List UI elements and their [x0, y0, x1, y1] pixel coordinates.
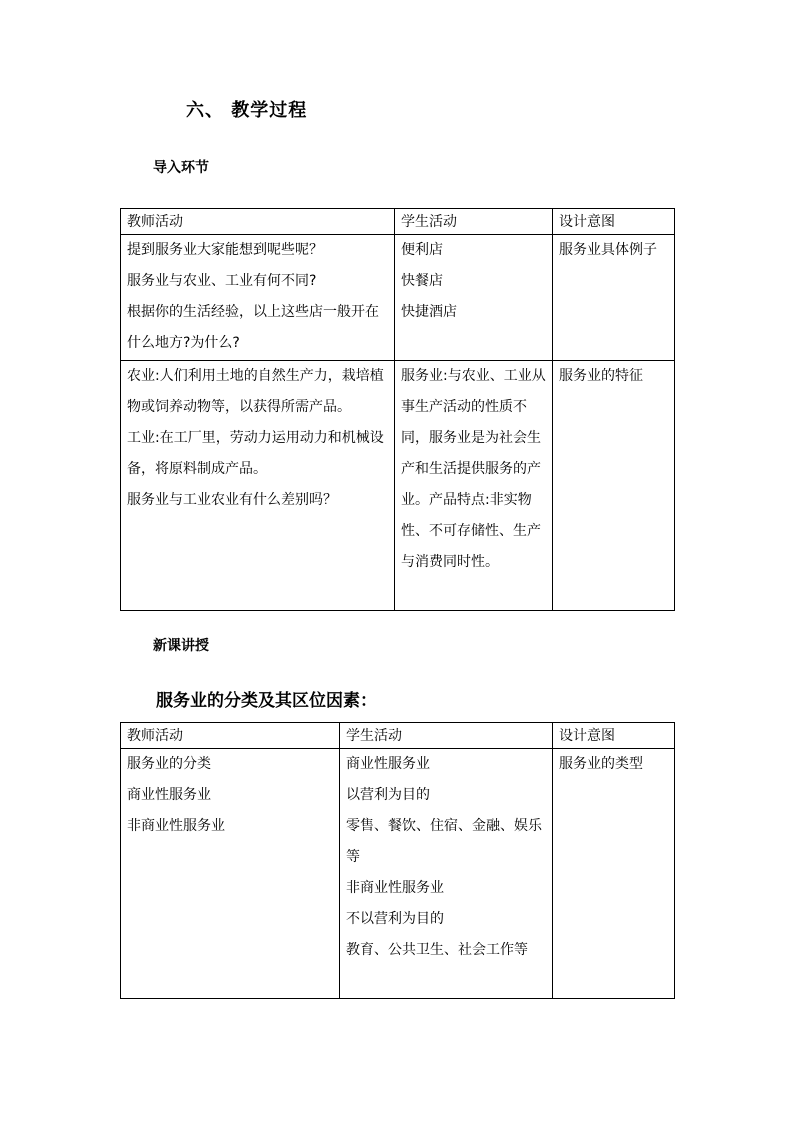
cell-line: 服务业的特征 — [559, 368, 643, 384]
cell-line: 服务业:与农业、工业从事生产活动的性质不同，服务业是为社会生产和生活提供服务的产业。产品特点:非实物性、不可存储性、生产与消费同时性。 — [401, 368, 546, 570]
intent-cell — [553, 749, 675, 999]
classification-table — [120, 722, 675, 999]
new-lesson-title: 新课讲授 — [153, 638, 209, 654]
cell-line: 快捷酒店 — [401, 304, 457, 320]
header-teacher: 教师活动 — [121, 723, 340, 749]
section-heading: 六、 教学过程 — [186, 100, 308, 121]
intro-table — [120, 208, 675, 611]
table-header-row — [121, 209, 675, 235]
header-teacher: 教师活动 — [121, 209, 395, 235]
cell-line: 不以营利为目的 — [346, 911, 444, 927]
cell-line: 农业:人们利用土地的自然生产力，栽培植物或饲养动物等，以获得所需产品。 — [127, 368, 384, 415]
student-cell — [395, 361, 553, 611]
student-cell — [340, 749, 553, 999]
cell-line: 零售、餐饮、住宿、金融、娱乐等 — [346, 818, 542, 865]
cell-line: 根据你的生活经验，以上这些店一般开在什么地方?为什么? — [127, 304, 379, 351]
header-student: 学生活动 — [395, 209, 553, 235]
cell-line: 工业:在工厂里，劳动力运用动力和机械设备，将原料制成产品。 — [127, 430, 384, 477]
cell-line: 快餐店 — [401, 273, 443, 289]
header-intent: 设计意图 — [553, 723, 675, 749]
intent-cell — [553, 361, 675, 611]
teacher-cell — [121, 361, 395, 611]
header-intent: 设计意图 — [553, 209, 675, 235]
cell-line: 教育、公共卫生、社会工作等 — [346, 942, 528, 958]
cell-line: 服务业的类型 — [559, 756, 643, 772]
table-header-row — [121, 723, 675, 749]
table-row — [121, 749, 675, 999]
intent-cell — [553, 235, 675, 361]
cell-line: 非商业性服务业 — [346, 880, 444, 896]
table-row — [121, 235, 675, 361]
teacher-cell — [121, 749, 340, 999]
student-cell — [395, 235, 553, 361]
cell-line: 提到服务业大家能想到呢些呢？ — [127, 242, 323, 258]
table-row — [121, 361, 675, 611]
header-student: 学生活动 — [340, 723, 553, 749]
cell-line: 以营利为目的 — [346, 787, 430, 803]
teacher-cell — [121, 235, 395, 361]
cell-line: 非商业性服务业 — [127, 818, 225, 834]
cell-line: 服务业与农业、工业有何不同? — [127, 273, 317, 289]
cell-line: 商业性服务业 — [346, 756, 430, 772]
cell-line: 服务业与工业农业有什么差别吗？ — [127, 492, 337, 508]
cell-line: 服务业具体例子 — [559, 242, 657, 258]
intro-title: 导入环节 — [153, 160, 209, 176]
cell-line: 商业性服务业 — [127, 787, 211, 803]
classification-title: 服务业的分类及其区位因素： — [156, 691, 377, 711]
cell-line: 服务业的分类 — [127, 756, 211, 772]
cell-line: 便利店 — [401, 242, 443, 258]
